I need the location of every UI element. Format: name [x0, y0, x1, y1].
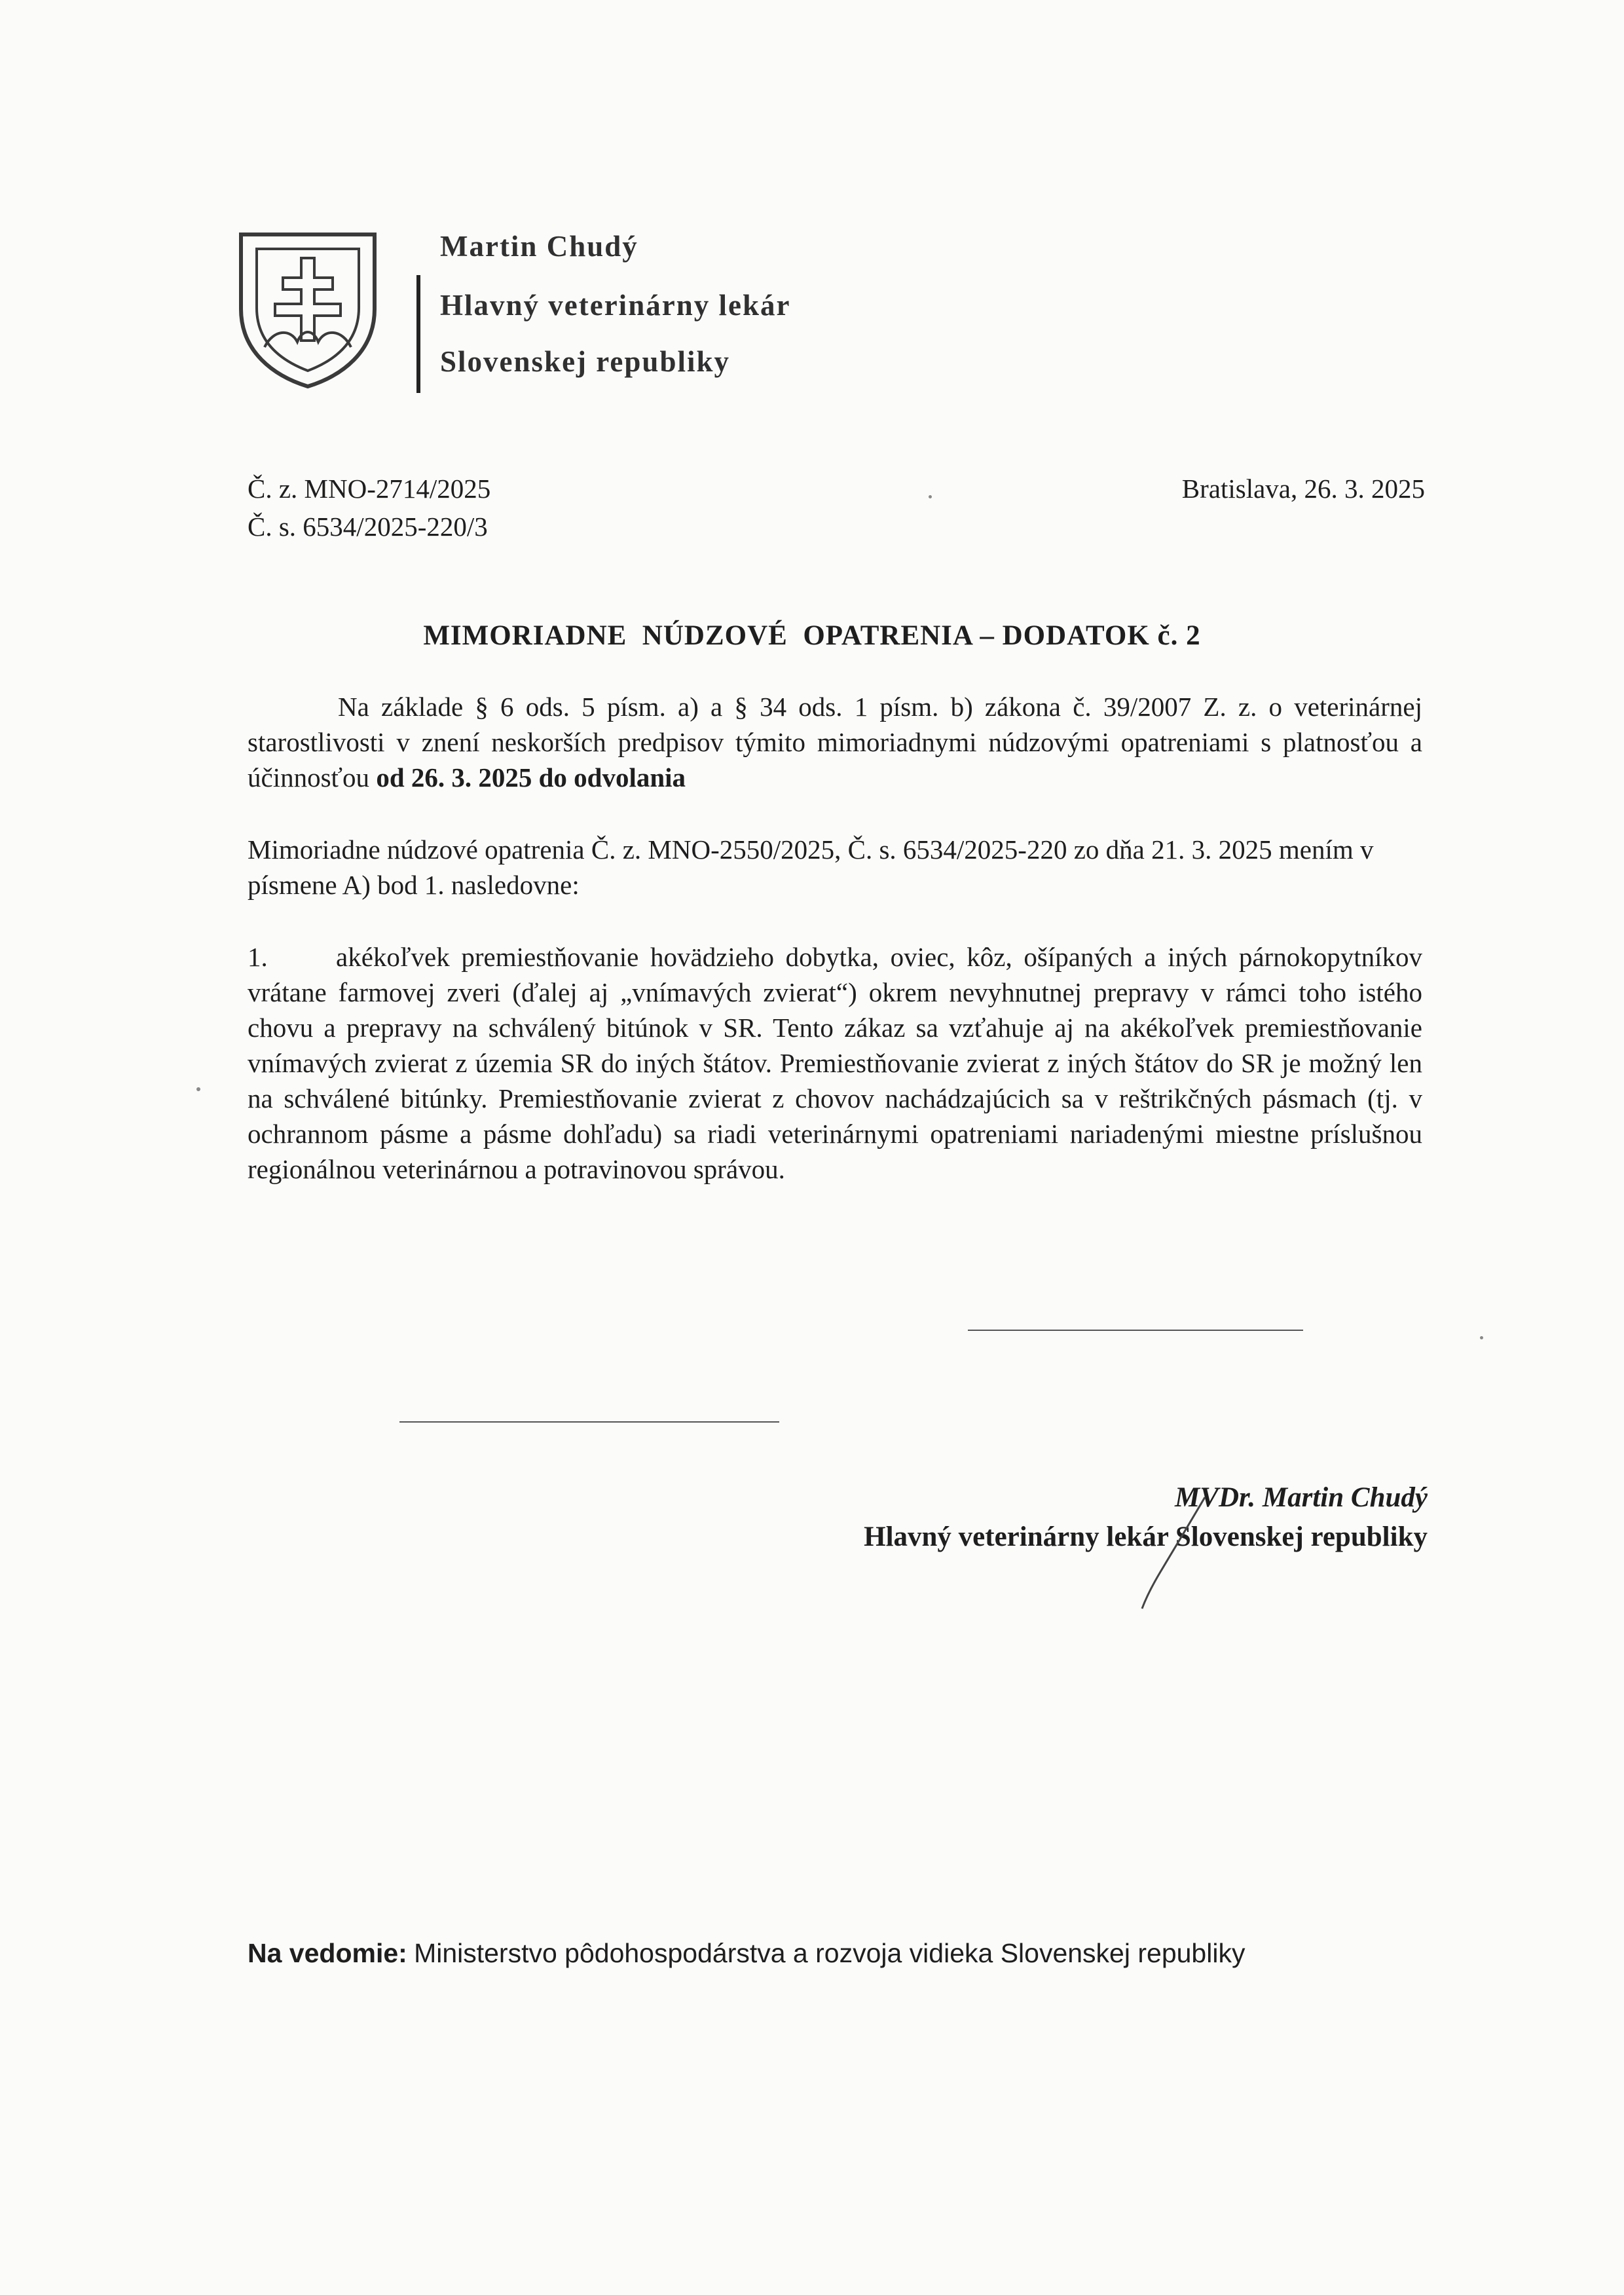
issuer-name: Martin Chudý [440, 230, 638, 263]
stamp-line [399, 1421, 779, 1423]
reference-number: Č. z. MNO-2714/2025 [248, 474, 491, 504]
signatory-name: MVDr. Martin Chudý [1175, 1482, 1428, 1513]
place-and-date: Bratislava, 26. 3. 2025 [1181, 474, 1425, 504]
legal-basis-paragraph [248, 689, 1422, 795]
notice-label: Na vedomie: [248, 1938, 407, 1968]
notice-recipient: Ministerstvo pôdohospodárstva a rozvoja vidieka Slovenskej republiky [414, 1938, 1246, 1968]
signature-line [968, 1330, 1303, 1331]
signatory-title: Hlavný veterinárny lekár Slovenskej republiky [864, 1521, 1428, 1552]
issuer-title: Hlavný veterinárny lekár [440, 289, 791, 322]
document-title: MIMORIADNE NÚDZOVÉ OPATRENIA – DODATOK č. 2 [423, 620, 1201, 651]
scan-speck [929, 495, 932, 498]
scan-speck [196, 1087, 200, 1091]
coat-of-arms-icon [237, 231, 378, 390]
point-1-text: akékoľvek premiestňovanie hovädzieho dobytka, oviec, kôz, ošípaných a iných párnokopytníkov vrátane farmovej zveri (ďalej aj „vnímavých zvierat“) okrem nevyhnutnej prepravy v rámci toho istého chovu a prepravy na schválený bitúnok v SR. Tento zákaz sa vzťahuje aj na akékoľvek premiestňovanie vnímavých zvierat z územia SR do iných štátov. Premiestňovanie zvierat z iných štátov do SR je možný len na schválené bitúnky. Premiestňovanie zvierat z chovov nachádzajúcich sa v reštrikčných pásmach (tj. v ochrannom pásme a pásme dohľadu) sa riadi veterinárnymi opatreniami nariadenými miestne príslušnou regionálnou veterinárnou a potravinovou správou. [248, 942, 1422, 1184]
notice-line [248, 1937, 1245, 1969]
issuer-country: Slovenskej republiky [440, 345, 731, 378]
file-number: Č. s. 6534/2025-220/3 [248, 512, 488, 542]
amendment-intro: Mimoriadne núdzové opatrenia Č. z. MNO-2550/2025, Č. s. 6534/2025-220 zo dňa 21. 3. 2025 mením v písmene A) bod 1. nasledovne: [248, 834, 1374, 900]
legal-basis-text: Na základe § 6 ods. 5 písm. a) a § 34 ods. 1 písm. b) zákona č. 39/2007 Z. z. o veterinárnej starostlivosti v znení neskorších predpisov týmito mimoriadnymi núdzovými opatreniami s platnosťou a účinnosťou [248, 692, 1422, 793]
header-divider [416, 275, 420, 393]
handwritten-signature [1126, 1493, 1218, 1611]
point-number: 1. [248, 942, 268, 972]
validity-period: od 26. 3. 2025 do odvolania [376, 762, 686, 793]
point-1-paragraph [248, 939, 1422, 1187]
scan-speck [1480, 1336, 1483, 1339]
